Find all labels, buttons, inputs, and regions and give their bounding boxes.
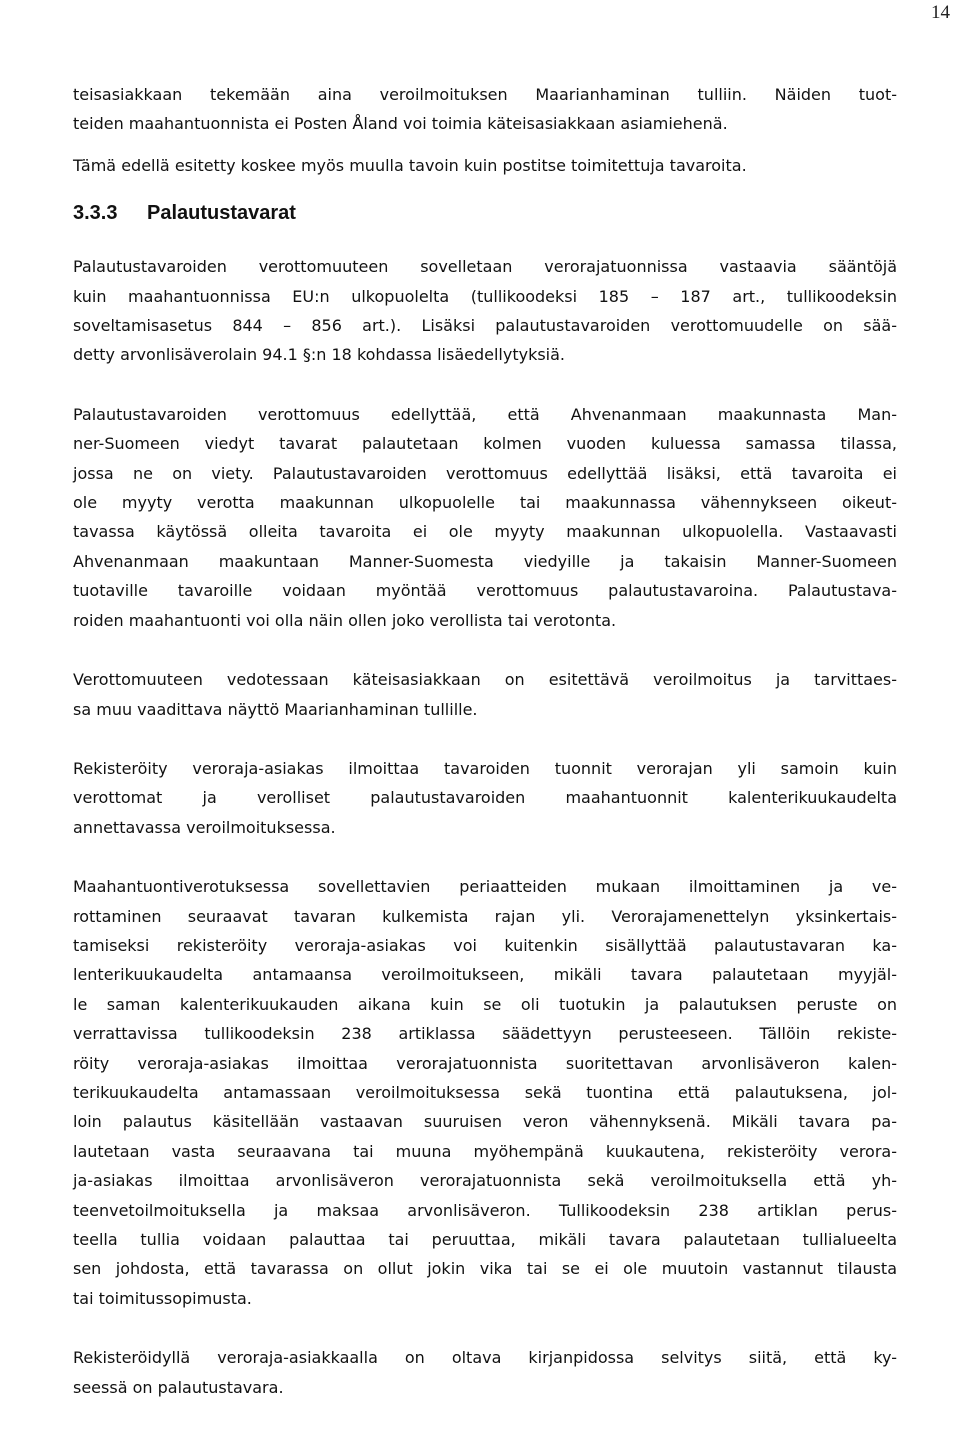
text-line: sen johdosta, että tavarassa on ollut jokin vika tai se ei ole muutoin vastannut tilausta bbox=[73, 1259, 897, 1279]
paragraph-2 bbox=[73, 400, 897, 635]
text-line: loin palautus käsitellään vastaavan suuruisen veron vähennyksenä. Mikäli tavara pa- bbox=[73, 1112, 897, 1132]
text-line: terikuukaudelta antamassaan veroilmoituksessa sekä tuontina että palautuksena, jol- bbox=[73, 1082, 897, 1102]
text-line: Tämä edellä esitetty koskee myös muulla tavoin kuin postitse toimitettuja tavaroita. bbox=[73, 155, 747, 175]
paragraph-6 bbox=[73, 1343, 897, 1402]
section-title: Palautustavarat bbox=[147, 202, 296, 225]
text-line: verottomat ja verolliset palautustavaroiden maahantuonnit kalenterikuukaudelta bbox=[73, 788, 897, 808]
text-line: Rekisteröity veroraja-asiakas ilmoittaa tavaroiden tuonnit verorajan yli samoin kuin bbox=[73, 758, 897, 778]
intro-paragraph bbox=[73, 80, 897, 139]
text-line: jossa ne on viety. Palautustavaroiden verottomuus edellyttää lisäksi, että tavaroita ei bbox=[73, 463, 897, 483]
text-line: teisasiakkaan tekemään aina veroilmoituksen Maarianhaminan tulliin. Näiden tuot- bbox=[73, 85, 897, 104]
page-number: 14 bbox=[931, 2, 950, 23]
text-line: röity veroraja-asiakas ilmoittaa verorajatuonnista suoritettavan arvonlisäveron kalen- bbox=[73, 1053, 897, 1073]
intro-paragraph-2 bbox=[73, 151, 897, 180]
text-line: Ahvenanmaan maakuntaan Manner-Suomesta viedyille ja takaisin Manner-Suomeen bbox=[73, 551, 897, 571]
text-line: soveltamisasetus 844 – 856 art.). Lisäksi palautustavaroiden verottomuudelle on sää- bbox=[73, 316, 897, 336]
text-line: teiden maahantuonnista ei Posten Åland voi toimia käteisasiakkaan asiamiehenä. bbox=[73, 114, 728, 134]
paragraph-4 bbox=[73, 754, 897, 842]
text-line: Rekisteröidyllä veroraja-asiakkaalla on oltava kirjanpidossa selvitys siitä, että ky- bbox=[73, 1348, 897, 1368]
text-line: Verottomuuteen vedotessaan käteisasiakkaan on esitettävä veroilmoitus ja tarvittaes- bbox=[73, 670, 897, 690]
text-line: detty arvonlisäverolain 94.1 §:n 18 kohdassa lisäedellytyksiä. bbox=[73, 345, 565, 365]
text-line: Palautustavaroiden verottomuus edellyttää, että Ahvenanmaan maakunnasta Man- bbox=[73, 404, 897, 424]
text-line: Palautustavaroiden verottomuuteen sovelletaan verorajatuonnissa vastaavia sääntöjä bbox=[73, 257, 897, 277]
text-line: seessä on palautustavara. bbox=[73, 1377, 284, 1397]
text-line: tamiseksi rekisteröity veroraja-asiakas voi kuitenkin sisällyttää palautustavaran ka- bbox=[73, 935, 897, 955]
paragraph-3 bbox=[73, 665, 897, 724]
text-line: teella tullia voidaan palauttaa tai peruuttaa, mikäli tavara palautetaan tullialueelta bbox=[73, 1230, 897, 1249]
text-line: ja-asiakas ilmoittaa arvonlisäveron verorajatuonnista sekä veroilmoituksella että yh- bbox=[73, 1171, 897, 1191]
text-line: verrattavissa tullikoodeksin 238 artiklassa säädettyyn perusteeseen. Tällöin rekiste- bbox=[73, 1024, 897, 1044]
text-line: lenterikuukaudelta antamaansa veroilmoitukseen, mikäli tavara palautetaan myyjäl- bbox=[73, 965, 897, 985]
text-line: tavassa käytössä olleita tavaroita ei ole myyty maakunnan ulkopuolella. Vastaavasti bbox=[73, 522, 897, 542]
text-line: kuin maahantuonnissa EU:n ulkopuolelta (tullikoodeksi 185 – 187 art., tullikoodeksin bbox=[73, 286, 897, 306]
text-line: ner-Suomeen viedyt tavarat palautetaan kolmen vuoden kuluessa samassa tilassa, bbox=[73, 434, 897, 454]
paragraph-1 bbox=[73, 252, 897, 370]
paragraph-5 bbox=[73, 872, 897, 1313]
text-line: sa muu vaadittava näyttö Maarianhaminan tullille. bbox=[73, 699, 478, 719]
text-line: roiden maahantuonti voi olla näin ollen joko verollista tai verotonta. bbox=[73, 610, 617, 630]
text-line: le saman kalenterikuukauden aikana kuin se oli tuotukin ja palautuksen peruste on bbox=[73, 994, 897, 1014]
text-line: tai toimitussopimusta. bbox=[73, 1288, 252, 1308]
text-line: ole myyty verotta maakunnan ulkopuolelle tai maakunnassa vähennykseen oikeut- bbox=[73, 493, 897, 513]
text-line: Maahantuontiverotuksessa sovellettavien periaatteiden mukaan ilmoittaminen ja ve- bbox=[73, 877, 897, 897]
text-line: annettavassa veroilmoituksessa. bbox=[73, 817, 336, 837]
section-heading bbox=[73, 198, 897, 228]
text-line: lautetaan vasta seuraavana tai muuna myöhempänä kuukautena, rekisteröity verora- bbox=[73, 1141, 897, 1161]
text-line: rottaminen seuraavat tavaran kulkemista rajan yli. Verorajamenettelyn yksinkertais- bbox=[73, 906, 897, 926]
section-number: 3.3.3 bbox=[73, 202, 118, 225]
text-line: tuotaville tavaroille voidaan myöntää verottomuus palautustavaroina. Palautustava- bbox=[73, 581, 897, 601]
document-body bbox=[73, 80, 897, 1402]
text-line: teenvetoilmoituksella ja maksaa arvonlisäveron. Tullikoodeksin 238 artiklan perus- bbox=[73, 1200, 897, 1220]
